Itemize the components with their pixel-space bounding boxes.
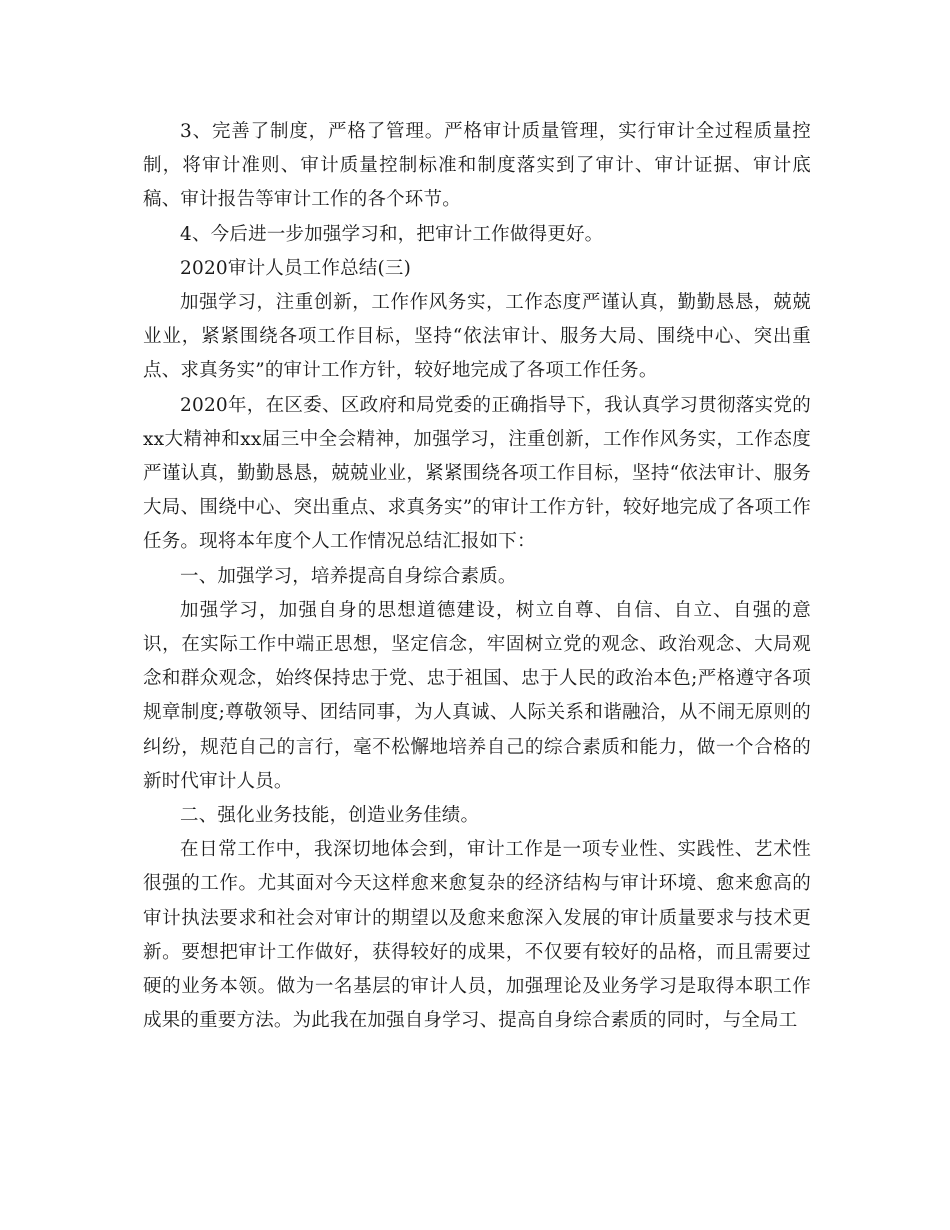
paragraph-system-improvement: 3、完善了制度，严格了管理。严格审计质量管理，实行审计全过程质量控制，将审计准则、审计质量控制标准和制度落实到了审计、审计证据、审计底稿、审计报告等审计工作的各个环节。 (143, 121, 811, 211)
section-heading: 2020审计人员工作总结(三) (180, 257, 412, 279)
subheading-skills: 二、强化业务技能，创造业务佳绩。 (180, 805, 480, 827)
paragraph-future-plan: 4、今后进一步加强学习和，把审计工作做得更好。 (180, 223, 604, 245)
subheading-learning: 一、加强学习，培养提高自身综合素质。 (180, 565, 517, 587)
paragraph-summary-intro: 加强学习，注重创新，工作作风务实，工作态度严谨认真，勤勤恳恳，兢兢业业，紧紧围绕各项工作目标，坚持“依法审计、服务大局、围绕中心、突出重点、求真务实”的审计工作方针，较好地完成了各项工作任务。 (143, 292, 811, 382)
paragraph-skills: 在日常工作中，我深切地体会到，审计工作是一项专业性、实践性、艺术性很强的工作。尤其面对今天这样愈来愈复杂的经济结构与审计环境、愈来愈高的审计执法要求和社会对审计的期望以及愈来愈深入发展的审计质量要求与技术更新。要想把审计工作做好，获得较好的成果，不仅要有较好的品格，而且需要过硬的业务本领。做为一名基层的审计人员，加强理论及业务学习是取得本职工作成果的重要方法。为此我在加强自身学习、提高自身综合素质的同时，与全局工 (143, 839, 811, 1032)
paragraph-annual-overview: 2020年，在区委、区政府和局党委的正确指导下，我认真学习贯彻落实党的xx大精神和xx届三中全会精神，加强学习，注重创新，工作作风务实，工作态度严谨认真，勤勤恳恳，兢兢业业，紧紧围绕各项工作目标，坚持“依法审计、服务大局、围绕中心、突出重点、求真务实”的审计工作方针，较好地完成了各项工作任务。现将本年度个人工作情况总结汇报如下： (143, 394, 811, 553)
paragraph-learning: 加强学习，加强自身的思想道德建设，树立自尊、自信、自立、自强的意识，在实际工作中端正思想，坚定信念，牢固树立党的观念、政治观念、大局观念和群众观念，始终保持忠于党、忠于祖国、忠于人民的政治本色;严格遵守各项规章制度;尊敬领导、团结同事，为人真诚、人际关系和谐融洽，从不闹无原则的纠纷，规范自己的言行，毫不松懈地培养自己的综合素质和能力，做一个合格的新时代审计人员。 (143, 599, 811, 792)
document-body (143, 115, 811, 1038)
